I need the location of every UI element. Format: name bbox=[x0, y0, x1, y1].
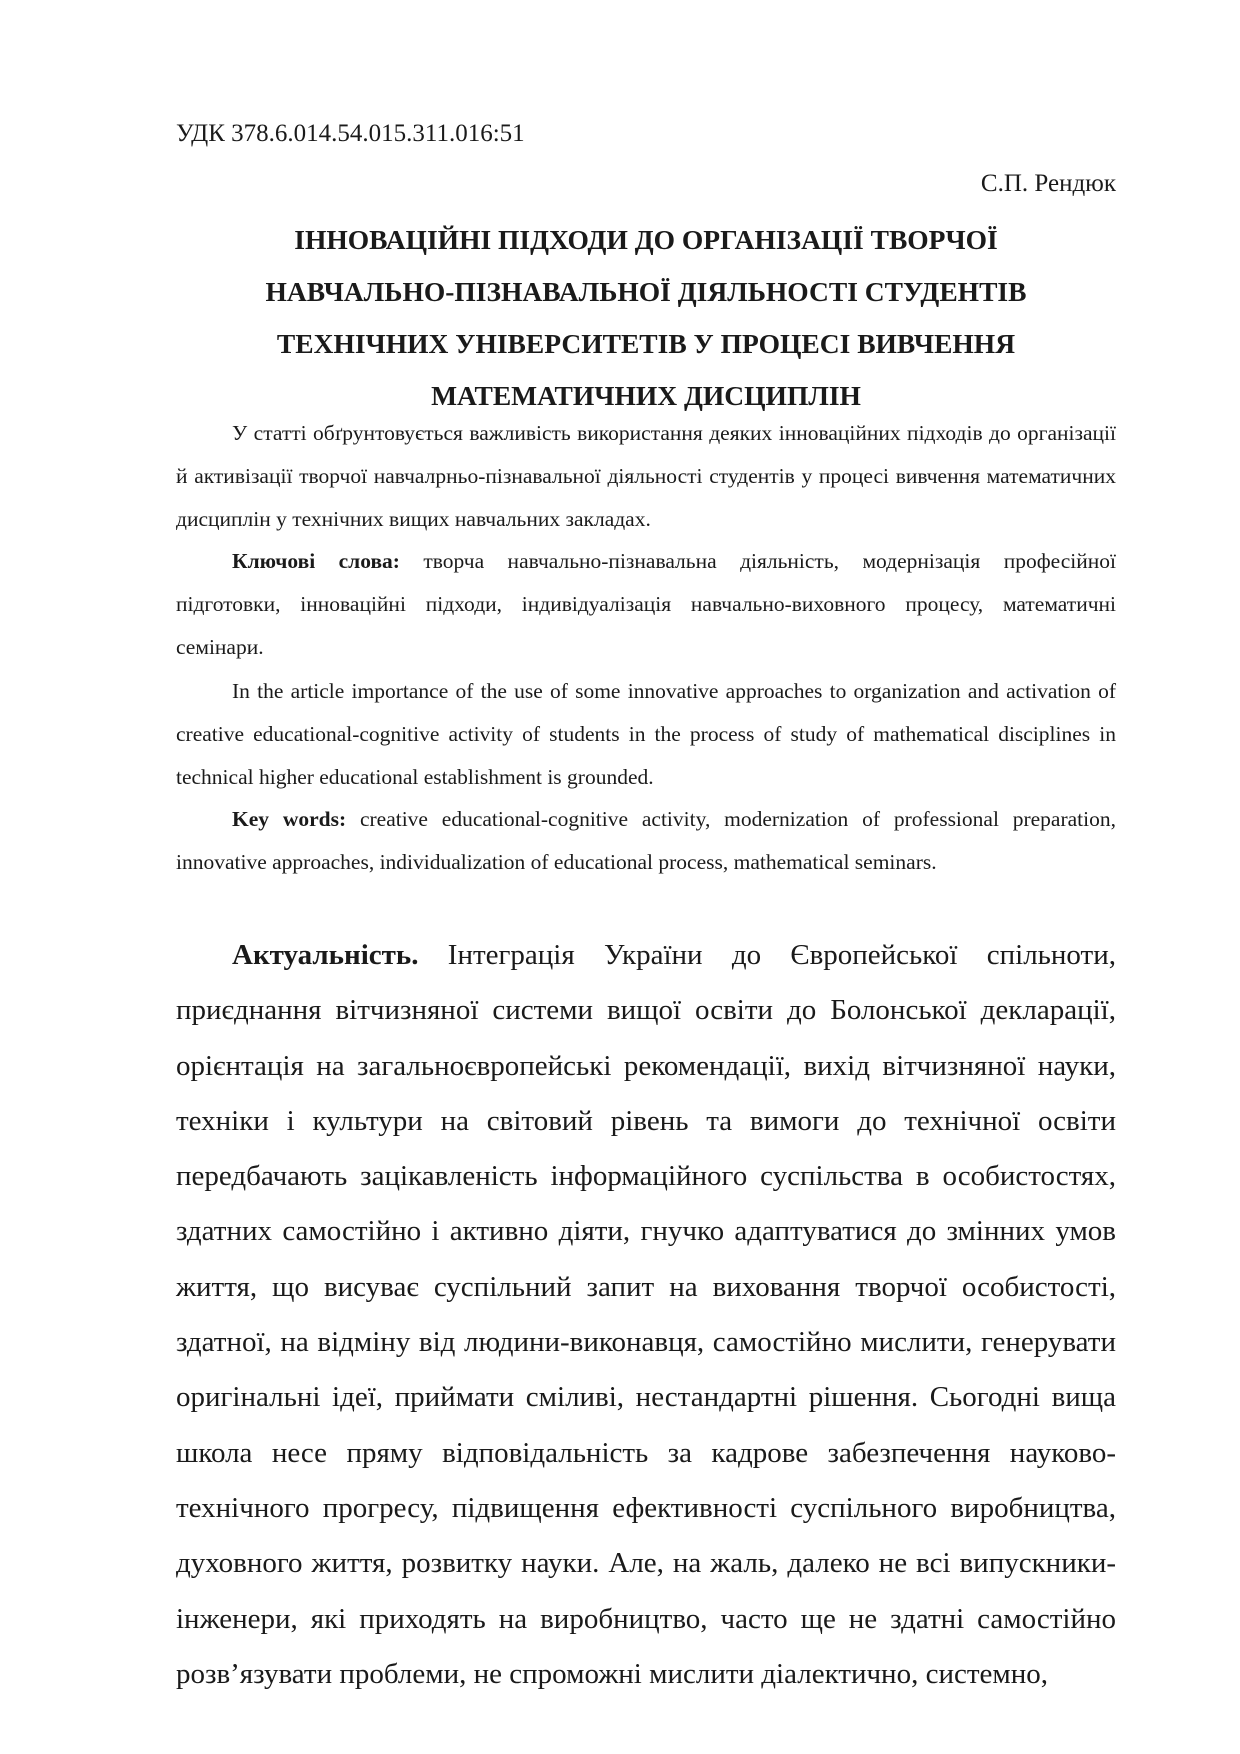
keywords-label: Key words: bbox=[232, 807, 347, 831]
title-line: ІННОВАЦІЙНІ ПІДХОДИ ДО ОРГАНІЗАЦІЇ ТВОРЧОЇ bbox=[294, 224, 998, 255]
title-line: МАТЕМАТИЧНИХ ДИСЦИПЛІН bbox=[431, 380, 861, 411]
abstract-english: In the article importance of the use of some innovative approaches to organization and activation of creative educational-cognitive activity of students in the process of study of mathematical disciplines in technical higher educational establishment is grounded. bbox=[176, 679, 1116, 789]
keywords-text: творча навчально-пізнавальна діяльність, модернізація професійної підготовки, інноваційні підходи, індивідуалізація навчально-виховного процесу, математичні семінари. bbox=[176, 549, 1116, 659]
title-line: НАВЧАЛЬНО-ПІЗНАВАЛЬНОЇ ДІЯЛЬНОСТІ СТУДЕНТІВ bbox=[265, 276, 1027, 307]
keywords-english bbox=[176, 798, 1116, 884]
section-lead: Актуальність. bbox=[232, 939, 419, 971]
article-title bbox=[176, 214, 1116, 422]
title-line: ТЕХНІЧНИХ УНІВЕРСИТЕТІВ У ПРОЦЕСІ ВИВЧЕННЯ bbox=[276, 328, 1016, 359]
udc-code: УДК 378.6.014.54.015.311.016:51 bbox=[176, 120, 525, 147]
author-name: С.П. Рендюк bbox=[980, 170, 1116, 197]
body-text: Інтеграція України до Європейської спільноти, приєднання вітчизняної системи вищої освіти до Болонської декларації, орієнтація на загальноєвропейські рекомендації, вихід вітчизняної науки, техніки і культури на світовий рівень та вимоги до технічної освіти передбачають зацікавленість інформаційного суспільства в особистостях, здатних самостійно і активно діяти, гнучко адаптуватися до змінних умов життя, що висуває суспільний запит на виховання творчої особистості, здатної, на відміну від людини-виконавця, самостійно мислити, генерувати оригінальні ідеї, приймати сміливі, нестандартні рішення. Сьогодні вища школа несе пряму відповідальність за кадрове забезпечення науково-технічного прогресу, підвищення ефективності суспільного виробництва, духовного життя, розвитку науки. Але, на жаль, далеко не всі випускники-інженери, які приходять на виробництво, часто ще не здатні самостійно розв’язувати проблеми, не спроможні мислити діалектично, системно, bbox=[176, 939, 1116, 1690]
keywords-ukrainian bbox=[176, 540, 1116, 669]
keywords-text: creative educational-cognitive activity, modernization of professional preparation, innovative approaches, individualization of educational process, mathematical seminars. bbox=[176, 807, 1117, 874]
body-paragraph bbox=[176, 928, 1116, 1702]
keywords-label: Ключові слова: bbox=[232, 549, 400, 573]
abstract-ukrainian: У статті обґрунтовується важливість використання деяких інноваційних підходів до організації й активізації творчої навчалрньо-пізнавальної діяльності студентів у процесі вивчення математичних дисциплін у технічних вищих навчальних закладах. bbox=[176, 421, 1116, 531]
